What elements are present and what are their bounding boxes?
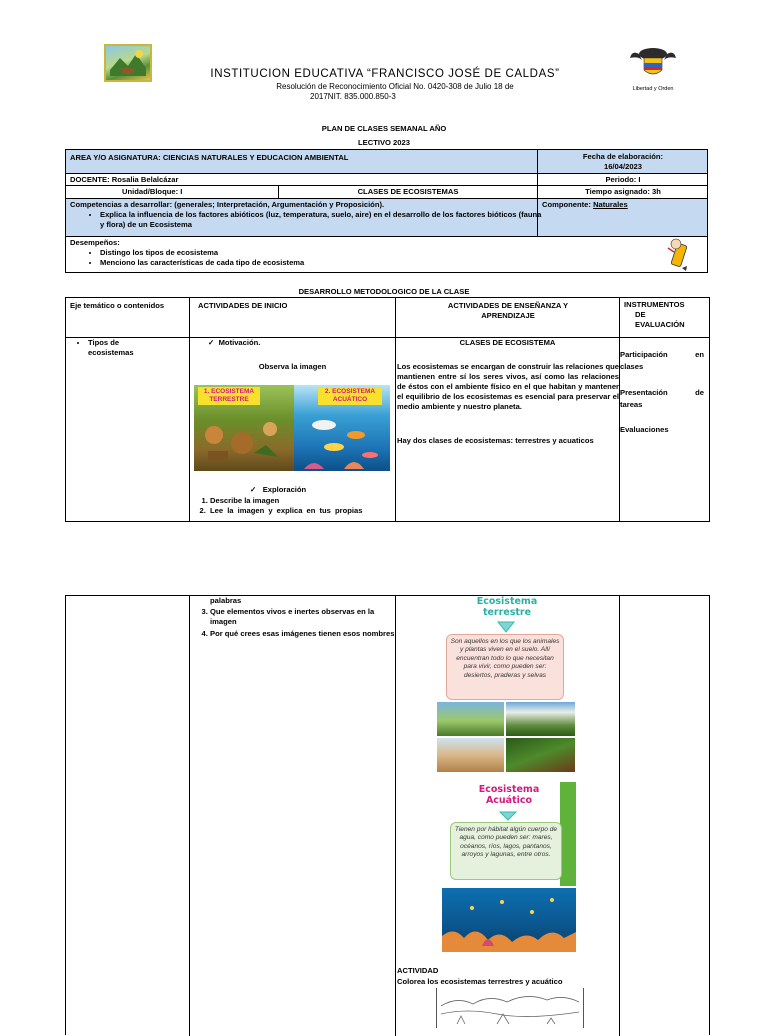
- col-inicio-header: ACTIVIDADES DE INICIO: [198, 301, 288, 310]
- preguntas-list-continued: [194, 607, 402, 639]
- motivacion-label: Motivación.: [218, 338, 261, 347]
- tiempo-label: Tiempo asignado: 3h: [585, 187, 661, 196]
- crest-caption: Libertad y Orden: [632, 86, 674, 92]
- pregunta-item: 3. Que elementos vivos e inertes observas en la imagen: [210, 607, 402, 627]
- motivacion-row: [208, 338, 260, 348]
- eval-evaluaciones: Evaluaciones: [620, 425, 669, 434]
- unidad-label: Unidad/Bloque: I: [122, 187, 183, 196]
- pregunta-continuation: palabras: [210, 596, 242, 605]
- clases-label: CLASES DE ECOSISTEMAS: [357, 187, 459, 196]
- exploracion-row: [250, 485, 306, 495]
- acuatico-graphic: [442, 782, 576, 886]
- observa-label: Observa la imagen: [258, 362, 327, 371]
- col-instrumentos-line-2: DE: [635, 310, 646, 319]
- clases-ecosistema-text-2: Hay dos clases de ecosistemas: terrestres y acuaticos: [397, 436, 594, 445]
- desempeno-item: • Distingo los tipos de ecosistema: [100, 248, 540, 258]
- area-label: AREA Y/O ASIGNATURA: CIENCIAS NATURALES Y EDUCACION AMBIENTAL: [70, 153, 349, 162]
- competencias-item: • Explica la influencia de los factores abióticos (luz, temperatura, suelo, aire) en el desarrollo de los factores bióticos (fauna y flora) de un Ecosistema: [100, 210, 546, 230]
- eval-presentacion-de: de: [695, 388, 704, 397]
- col-instrumentos-line-3: EVALUACIÓN: [635, 320, 685, 329]
- terrestre-title: [442, 596, 572, 618]
- eval-clases: clases: [620, 362, 644, 371]
- colombia-crest: [628, 44, 678, 84]
- periodo-label: Periodo: I: [605, 175, 641, 184]
- plan-title-line-1: PLAN DE CLASES SEMANAL AÑO: [321, 124, 447, 133]
- resolution-line-1: Resolución de Reconocimiento Oficial No. 0420-308 de Julio 18 de: [276, 82, 514, 91]
- resolution-line-2: 2017NIT. 835.000.850-3: [310, 92, 396, 101]
- eval-participacion-label: Participación: [620, 350, 668, 359]
- clases-ecosistema-title: CLASES DE ECOSISTEMA: [459, 338, 556, 347]
- tema-item: • Tipos de ecosistemas: [88, 338, 193, 358]
- eco-acuatico-badge: 2. ECOSISTEMA ACUÁTICO: [318, 387, 382, 405]
- competencias-list: [86, 210, 546, 230]
- actividad-text: Colorea los ecosistemas terrestres y acuático: [397, 977, 563, 986]
- fecha-label: Fecha de elaboración:: [582, 152, 664, 161]
- col-instrumentos-header: [624, 300, 708, 330]
- checkmark-icon: ✓: [250, 485, 257, 494]
- eval-tareas: tareas: [620, 400, 643, 409]
- tema-list: [74, 338, 193, 358]
- acuatico-photo: [442, 888, 576, 952]
- institution-name: INSTITUCION EDUCATIVA “FRANCISCO JOSÉ DE CALDAS”: [210, 68, 560, 80]
- desempeno-item: • Menciono las características de cada tipo de ecosistema: [100, 258, 540, 268]
- acuatico-title-line-2: Acuático: [485, 795, 533, 806]
- desarrollo-table-continued: [65, 595, 710, 1035]
- acuatico-card: Tienen por hábitat algún cuerpo de agua, como pueden ser: mares, océanos, ríos, lagos, pantanos, arroyos y lagunas, entre otros.: [450, 822, 562, 880]
- componente-value: Naturales: [593, 200, 628, 209]
- col-instrumentos-line-1: INSTRUMENTOS: [624, 300, 685, 309]
- ecosystems-image: [194, 385, 390, 471]
- competencias-label: Competencias a desarrollar: (generales; Interpretación, Argumentación y Proposición).: [70, 200, 385, 209]
- eval-presentacion-label: Presentación: [620, 388, 668, 397]
- coloring-sketch: [436, 988, 584, 1028]
- pregunta-item: 1. Describe la imagen: [210, 496, 406, 506]
- terrestre-photos: [437, 702, 575, 772]
- actividad-label: ACTIVIDAD: [397, 966, 439, 975]
- desempenos-label: Desempeños:: [70, 238, 120, 247]
- checkmark-icon: ✓: [208, 338, 215, 347]
- eval-participacion: [620, 350, 704, 360]
- clases-ecosistema-text: Los ecosistemas se encargan de construir las relaciones que mantienen entre sí los seres vivos, así como las relaciones de éstos con el ambiente físico en el que habitan y mantener el equilibrio de los ecosistemas es esencial para preservar el medio ambiente y nuestro planeta.: [397, 362, 619, 411]
- cartoon-pencil-icon: [664, 238, 696, 272]
- school-logo: [104, 44, 152, 82]
- arrow-down-icon: [498, 808, 518, 818]
- arrow-down-icon: [496, 620, 516, 632]
- terrestre-card: Son aquellos en los que los animales y plantas viven en el suelo. Allí encuentran todo lo que necesitan para vivir, como pueden ser: desiertos, praderas y selvas: [446, 634, 564, 700]
- terrestre-title-line-1: Ecosistema: [476, 596, 538, 607]
- acuatico-title-line-1: Ecosistema: [478, 784, 540, 795]
- componente: [542, 200, 628, 210]
- acuatico-title: [442, 784, 576, 806]
- eval-participacion-en: en: [695, 350, 704, 359]
- preguntas-list: [194, 496, 406, 516]
- plan-title-line-2: LECTIVO 2023: [358, 138, 410, 147]
- componente-label: Componente:: [542, 200, 591, 209]
- terrestre-title-line-2: terrestre: [482, 607, 532, 618]
- desarrollo-title: DESARROLLO METODOLOGICO DE LA CLASE: [298, 287, 470, 296]
- docente-label: DOCENTE: Rosalia Belalcázar: [70, 175, 179, 184]
- info-table: [65, 149, 708, 273]
- desarrollo-table: [65, 297, 710, 522]
- eval-presentacion: [620, 388, 704, 398]
- pregunta-item: 2. Lee la imagen y explica en tus propias: [210, 506, 406, 516]
- desempenos-list: [86, 248, 540, 268]
- fecha-value: 16/04/2023: [603, 162, 642, 171]
- col-eje-header: Eje temático o contenidos: [70, 301, 165, 310]
- col-ensenanza-header: ACTIVIDADES DE ENSEÑANZA Y APRENDIZAJE: [447, 301, 569, 320]
- eco-terrestre-badge: 1. ECOSISTEMA TERRESTRE: [198, 387, 260, 405]
- exploracion-label: Exploración: [262, 485, 307, 494]
- pregunta-item: 4. Por qué crees esas imágenes tienen esos nombres: [210, 629, 402, 639]
